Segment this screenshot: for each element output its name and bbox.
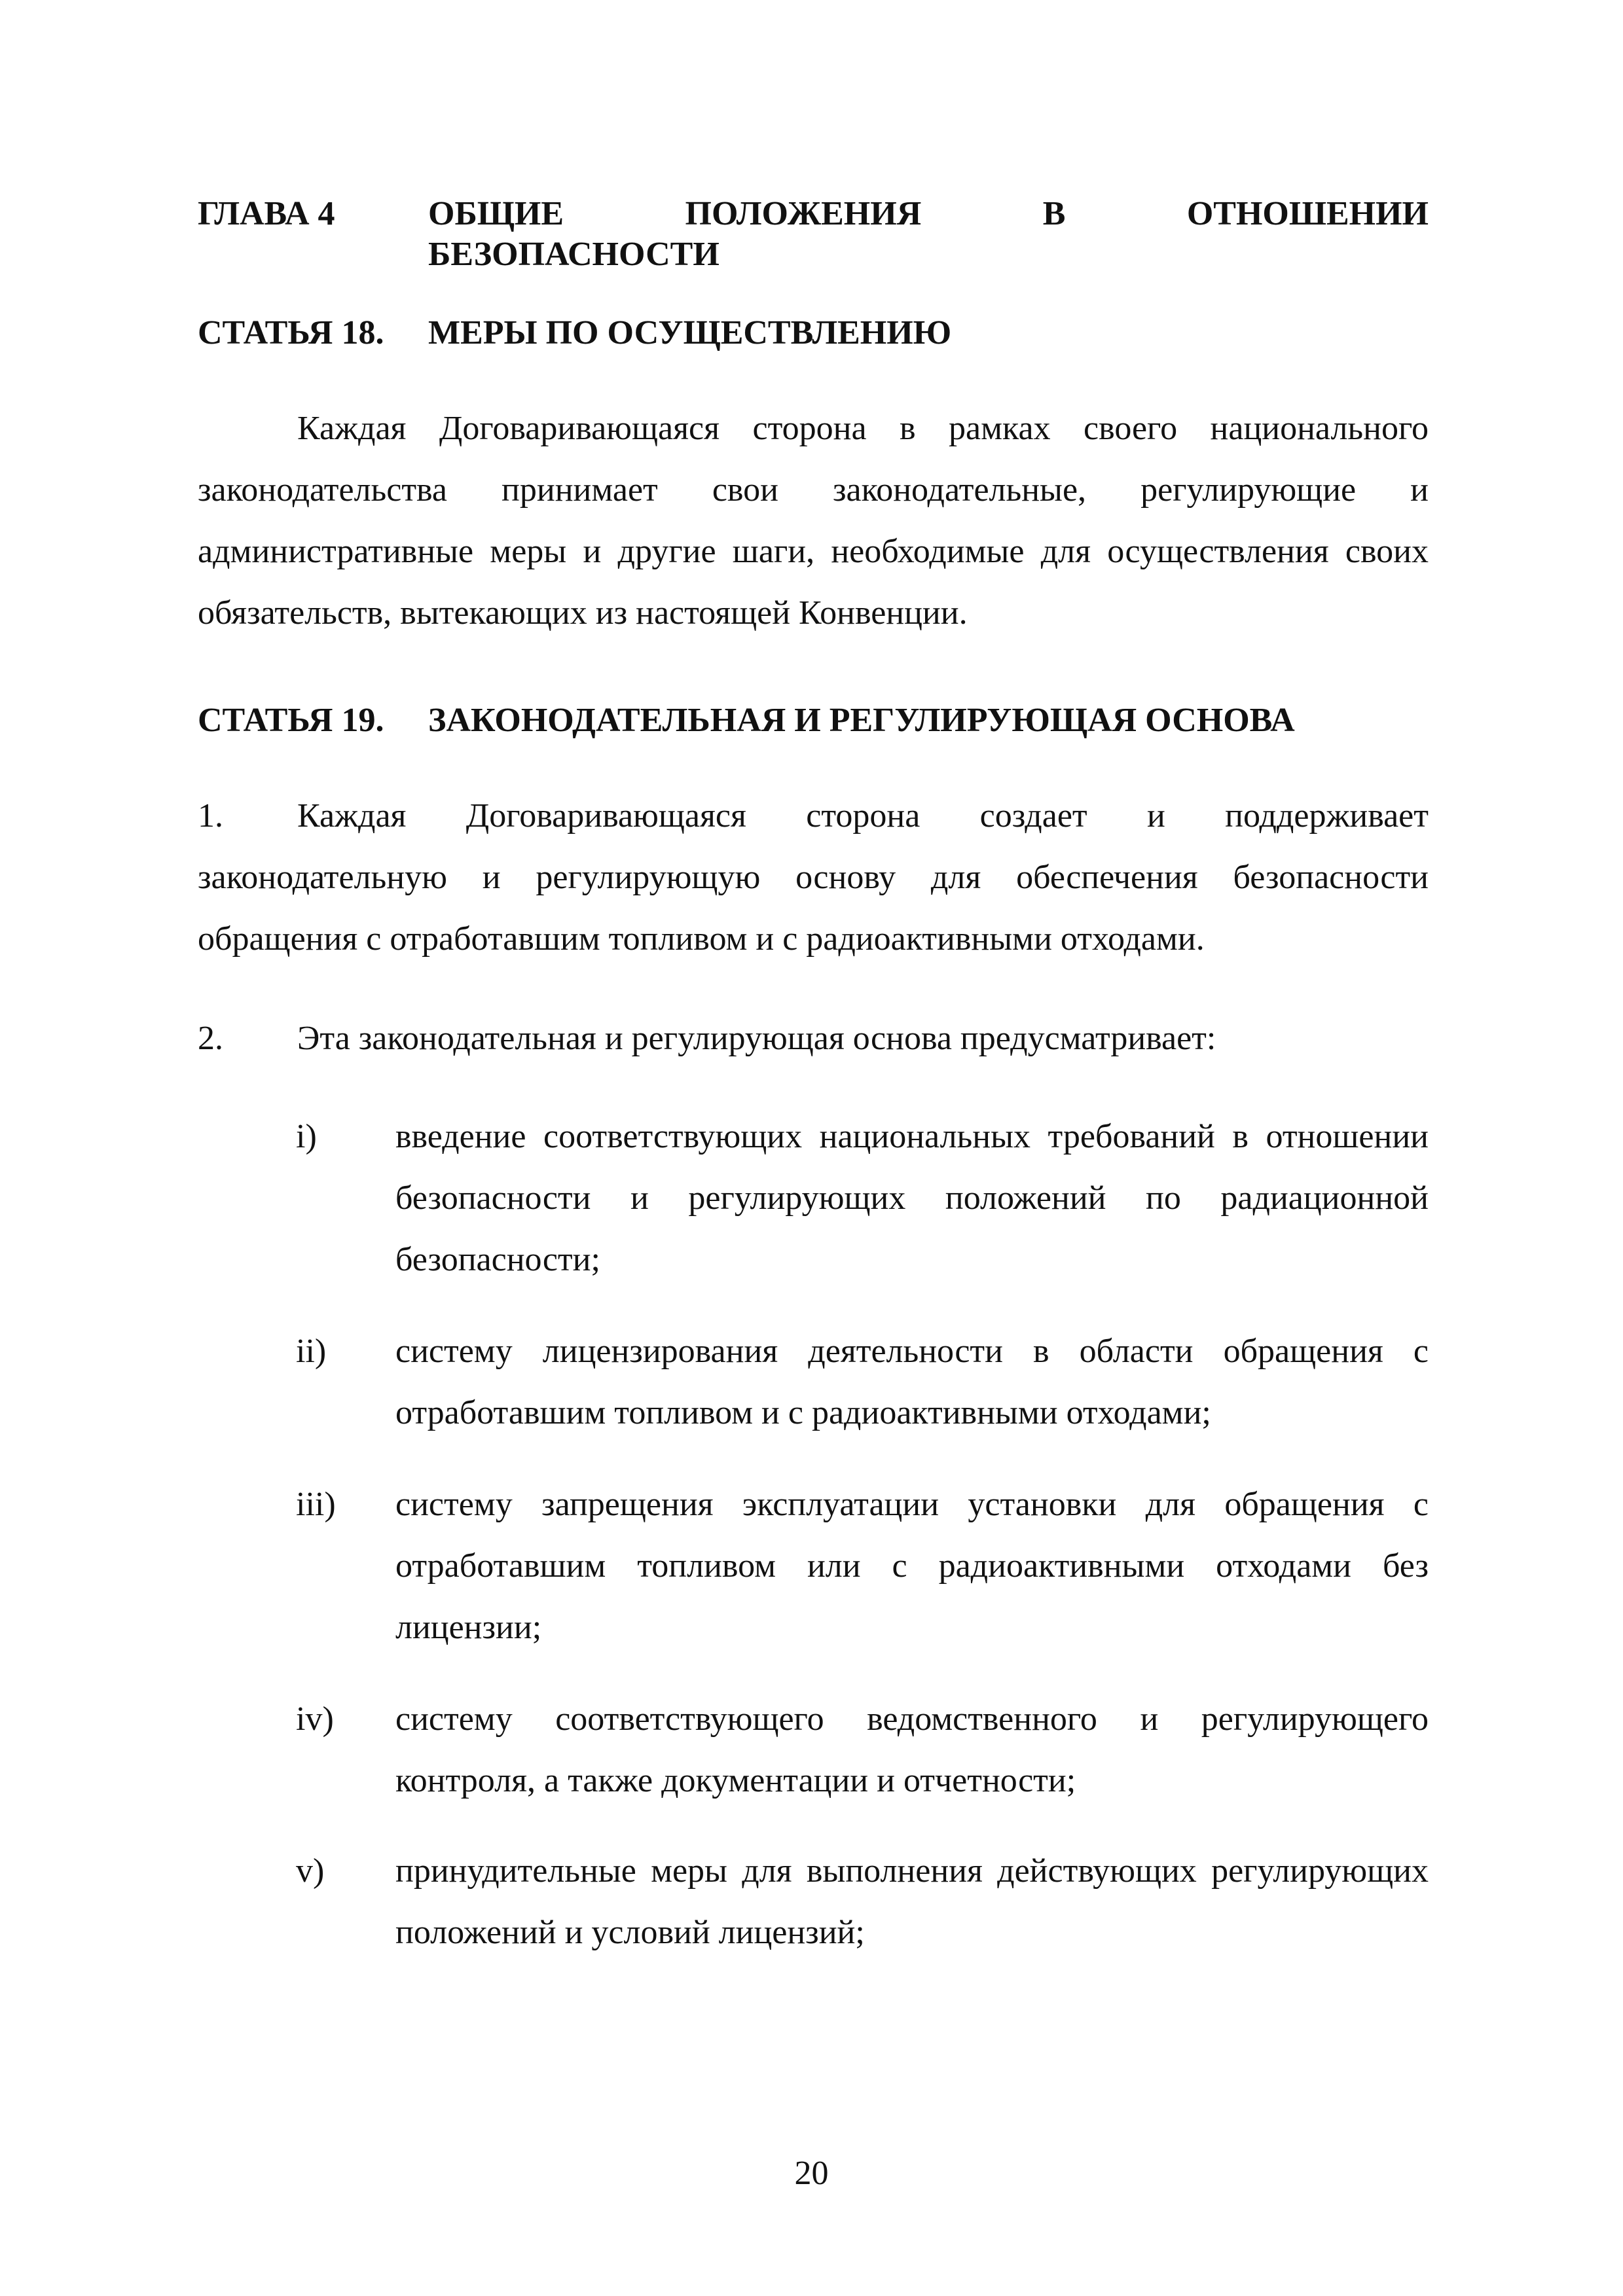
- list-item: [296, 1689, 1429, 1812]
- list-item: [296, 1474, 1429, 1659]
- list-item-number: i): [296, 1118, 317, 1155]
- list-item-text: систему запрещения эксплуатации установки для обращения с отработавшим топливом или с радиоактивными отходами без лицензии;: [395, 1486, 1429, 1646]
- chapter-title-word: ОБЩИЕ: [428, 195, 564, 232]
- paragraph-text: Каждая Договаривающаяся сторона создает и поддерживает законодательную и регулирующую основу для обеспечения безопасности обращения с отработавшим топливом и с радиоактивными отходами.: [198, 797, 1429, 958]
- list-item: [296, 1106, 1429, 1291]
- page-number: 20: [794, 2155, 829, 2192]
- chapter-title-word: ПОЛОЖЕНИЯ: [685, 195, 922, 232]
- list-item-text: введение соответствующих национальных требований в отношении безопасности и регулирующих положений по радиационной безопасности;: [395, 1118, 1429, 1278]
- list-item-number: v): [296, 1852, 325, 1890]
- list-item: [296, 1840, 1429, 1964]
- list-item: [296, 1321, 1429, 1444]
- chapter-title-line2: БЕЗОПАСНОСТИ: [428, 236, 720, 273]
- chapter-title-word: ОТНОШЕНИИ: [1186, 195, 1429, 232]
- article-18-number: СТАТЬЯ 18.: [198, 314, 384, 351]
- list-item-text: систему лицензирования деятельности в области обращения с отработавшим топливом и с радиоактивными отходами;: [395, 1333, 1429, 1431]
- list-item-number: iv): [296, 1700, 334, 1738]
- article-18-text: Каждая Договаривающаяся сторона в рамках своего национального законодательства принимает свои законодательные, регулирующие и административные меры и другие шаги, необходимые для осуществления своих обязательств, вытекающих из настоящей Конвенции.: [198, 410, 1429, 632]
- list-item-number: ii): [296, 1333, 327, 1370]
- paragraph-number: 1.: [198, 797, 223, 834]
- article-19-number: СТАТЬЯ 19.: [198, 702, 384, 739]
- chapter-title: [428, 194, 1429, 275]
- article-19-title: ЗАКОНОДАТЕЛЬНАЯ И РЕГУЛИРУЮЩАЯ ОСНОВА: [428, 702, 1295, 739]
- article-18-title: МЕРЫ ПО ОСУЩЕСТВЛЕНИЮ: [428, 314, 952, 351]
- list-item-number: iii): [296, 1486, 336, 1523]
- paragraph-text: Эта законодательная и регулирующая основа предусматривает:: [297, 1020, 1216, 1057]
- list-item-text: принудительные меры для выполнения действующих регулирующих положений и условий лицензий;: [395, 1852, 1429, 1951]
- chapter-title-word: В: [1042, 195, 1066, 232]
- article-19-paragraph-1: [198, 785, 1429, 970]
- list-item-text: систему соответствующего ведомственного и регулирующего контроля, а также документации и отчетности;: [395, 1700, 1429, 1799]
- paragraph-number: 2.: [198, 1020, 223, 1057]
- article-19-paragraph-2: [198, 1008, 1429, 1069]
- chapter-number: ГЛАВА 4: [198, 195, 335, 232]
